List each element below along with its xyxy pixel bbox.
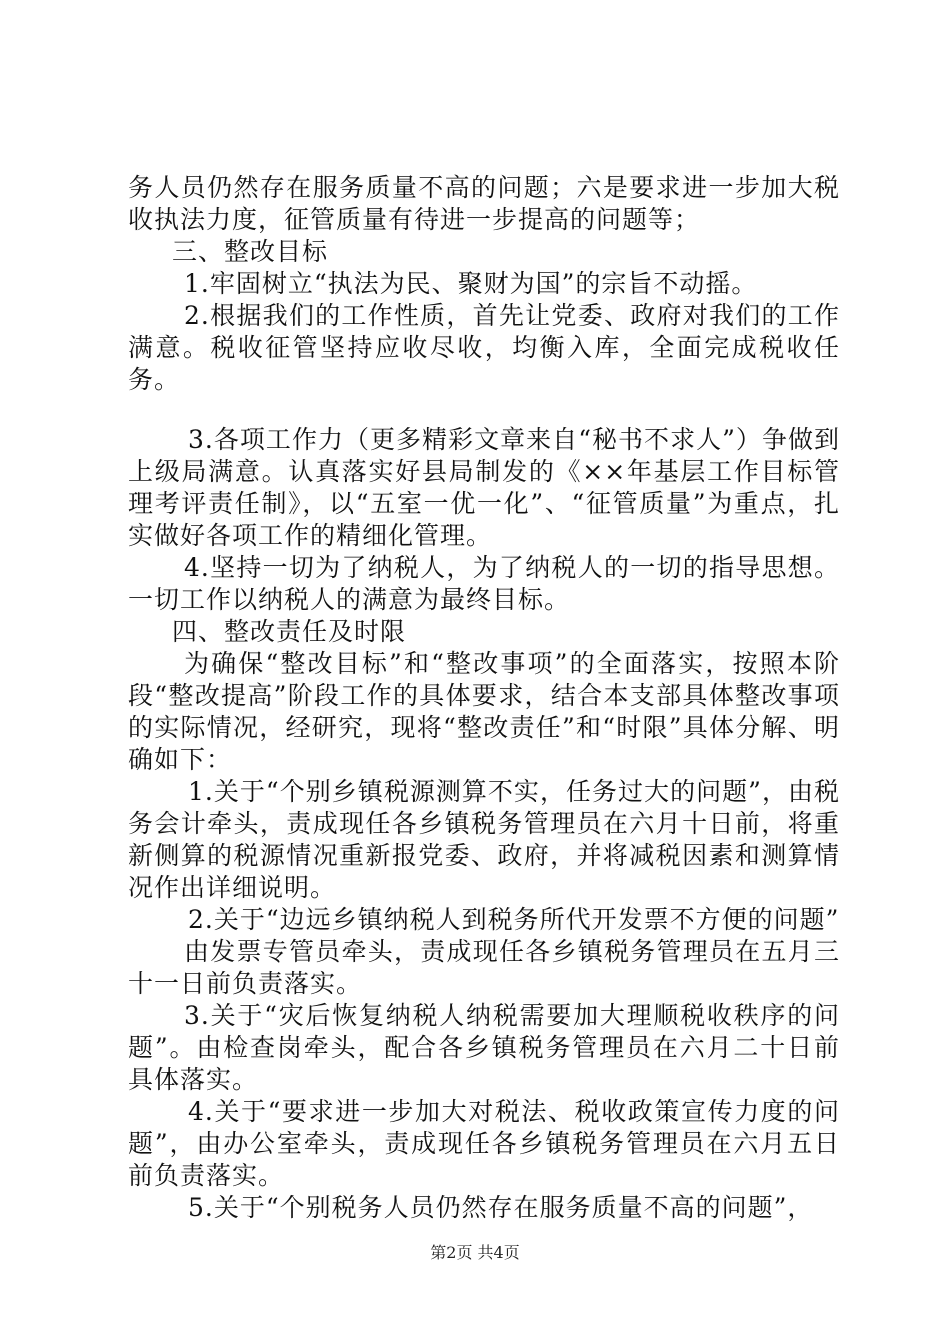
goal-item-1: 1.牢固树立“执法为民、聚财为国”的宗旨不动摇。 bbox=[184, 269, 758, 298]
goal-item-3: 3.各项工作力（更多精彩文章来自“秘书不求人”）争做到上级局满意。认真落实好县局制发的《××年基层工作目标管理考评责任制》，以“五室一优一化”、“征管质量”为重点，扎实做好各项工作的精细化管理。 bbox=[128, 425, 840, 550]
goal-item-2: 2.根据我们的工作性质，首先让党委、政府对我们的工作满意。税收征管坚持应收尽收，均衡入库，全面完成税收任务。 bbox=[128, 301, 840, 394]
responsibility-item-4: 4.关于“要求进一步加大对税法、税收政策宣传力度的问题”，由办公室牵头，责成现任各乡镇税务管理员在六月五日前负责落实。 bbox=[128, 1097, 840, 1190]
page-number-footer: 第2页 共4页 bbox=[430, 1243, 520, 1262]
paragraph-continuation: 务人员仍然存在服务质量不高的问题；六是要求进一步加大税收执法力度，征管质量有待进一步提高的问题等； bbox=[128, 173, 840, 234]
responsibility-item-2-detail: 由发票专管员牵头，责成现任各乡镇税务管理员在五月三十一日前负责落实。 bbox=[128, 937, 840, 998]
responsibility-item-2: 2.关于“边远乡镇纳税人到税务所代开发票不方便的问题” bbox=[188, 905, 840, 934]
responsibility-intro: 为确保“整改目标”和“整改事项”的全面落实，按照本阶段“整改提高”阶段工作的具体要求，结合本支部具体整改事项的实际情况，经研究，现将“整改责任”和“时限”具体分解、明确如下： bbox=[128, 649, 840, 774]
responsibility-item-3: 3.关于“灾后恢复纳税人纳税需要加大理顺税收秩序的问题”。由检查岗牵头，配合各乡镇税务管理员在六月二十日前具体落实。 bbox=[128, 1001, 840, 1094]
document-body bbox=[128, 172, 840, 1224]
responsibility-item-1: 1.关于“个别乡镇税源测算不实，任务过大的问题”，由税务会计牵头，责成现任各乡镇税务管理员在六月十日前，将重新侧算的税源情况重新报党委、政府，并将减税因素和测算情况作出详细说明。 bbox=[128, 777, 840, 902]
section-heading-responsibility: 四、整改责任及时限 bbox=[172, 617, 407, 646]
goal-item-4: 4.坚持一切为了纳税人，为了纳税人的一切的指导思想。一切工作以纳税人的满意为最终目标。 bbox=[128, 553, 840, 614]
section-heading-goals: 三、整改目标 bbox=[172, 237, 329, 266]
responsibility-item-5: 5.关于“个别税务人员仍然存在服务质量不高的问题”， bbox=[188, 1193, 814, 1222]
